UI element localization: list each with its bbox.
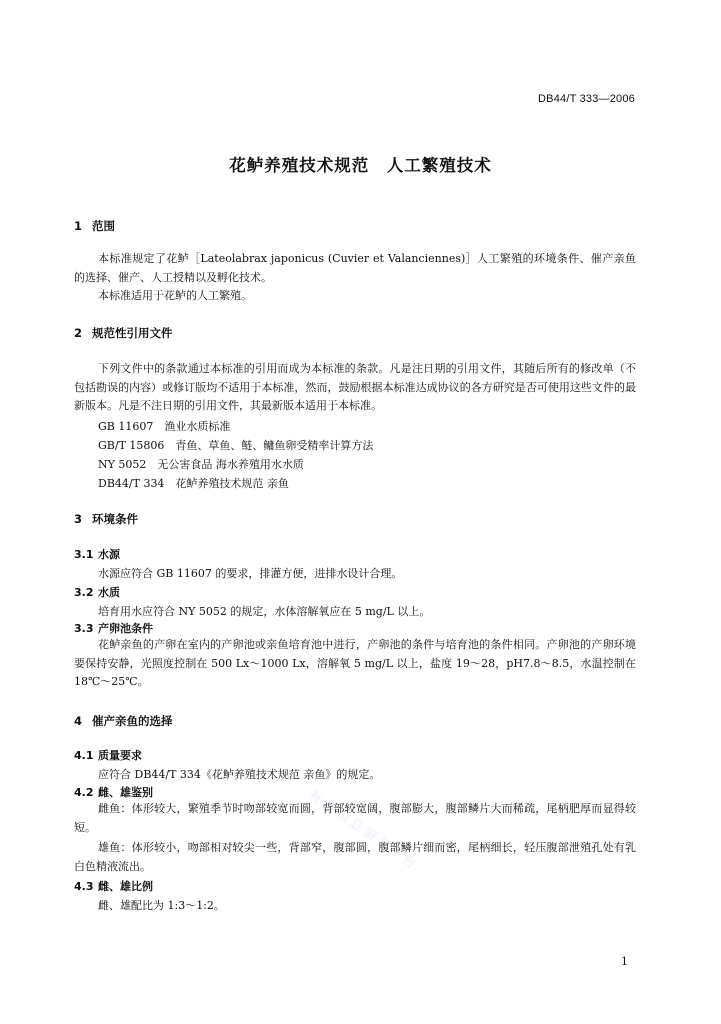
subsection-4-2-heading (74, 784, 153, 800)
reference-item: GB 11607 渔业水质标准 (98, 420, 231, 433)
section-1-heading (74, 218, 115, 234)
subsection-4-3-heading (74, 878, 153, 894)
subsection-4-1-heading (74, 747, 142, 763)
subsection-3-2-heading (74, 584, 120, 600)
watermark-text: 标准信息服务平台 (307, 788, 421, 874)
subsection-number: 4.3 (74, 880, 94, 893)
section-1-para-scope: 本标准规定了花鲈［Lateolabrax japonicus (Cuvier et Valanciennes)］人工繁殖的环境条件、催产亲鱼的选择、催产、人工授精以及孵化技术。 (74, 252, 636, 284)
subsection-title: 产卵池条件 (98, 622, 153, 635)
section-title: 环境条件 (92, 512, 138, 526)
page-number: 1 (621, 955, 628, 968)
reference-item: DB44/T 334 花鲈养殖技术规范 亲鱼 (98, 477, 289, 490)
female-identification-text: 雌鱼：体形较大，繁殖季节时吻部较宽而圆，背部较宽阔，腹部膨大，腹部鳞片大而稀疏，尾柄肥厚而显得较短。 (74, 802, 636, 834)
subsection-4-1-text: 应符合 DB44/T 334《花鲈养殖技术规范 亲鱼》的规定。 (98, 768, 381, 781)
reference-item: NY 5052 无公害食品 海水养殖用水水质 (98, 458, 304, 471)
male-identification-text: 雄鱼：体形较小，吻部相对较尖一些，背部窄，腹部圆，腹部鳞片细而密，尾柄细长，轻压腹部泄殖孔处有乳白色精液流出。 (74, 841, 636, 873)
section-number: 4 (74, 714, 83, 728)
subsection-number: 4.2 (74, 786, 94, 799)
subsection-title: 质量要求 (98, 749, 142, 762)
section-title: 催产亲鱼的选择 (92, 714, 173, 728)
section-2-heading (74, 325, 173, 341)
subsection-number: 3.1 (74, 548, 94, 561)
subsection-3-2-text: 培育用水应符合 NY 5052 的规定，水体溶解氧应在 5 mg/L 以上。 (98, 605, 431, 618)
section-title: 范围 (92, 219, 115, 233)
section-3-heading (74, 511, 138, 527)
subsection-number: 4.1 (74, 749, 94, 762)
section-2-para-references: 下列文件中的条款通过本标准的引用而成为本标准的条款。凡是注日期的引用文件，其随后所有的修改单（不包括勘误的内容）或修订版均不适用于本标准，然而，鼓励根据本标准达成协议的各方研究是否可使用这些文件的最新版本。凡是不注日期的引用文件，其最新版本适用于本标准。 (74, 362, 636, 412)
section-number: 2 (74, 326, 83, 340)
subsection-title: 雌、雄鉴别 (98, 786, 153, 799)
subsection-3-1-text: 水源应符合 GB 11607 的要求，排灌方便，进排水设计合理。 (98, 567, 403, 580)
section-number: 1 (74, 219, 83, 233)
section-number: 3 (74, 512, 83, 526)
subsection-3-1-heading (74, 546, 120, 562)
standard-code: DB44/T 333—2006 (538, 93, 635, 105)
section-4-heading (74, 713, 173, 729)
subsection-title: 雌、雄比例 (98, 880, 153, 893)
document-title: 花鲈养殖技术规范 人工繁殖技术 (229, 156, 492, 175)
section-1-para-applicability: 本标准适用于花鲈的人工繁殖。 (98, 289, 252, 302)
subsection-number: 3.2 (74, 586, 94, 599)
section-title: 规范性引用文件 (92, 326, 173, 340)
subsection-3-3-heading (74, 620, 153, 636)
subsection-title: 水质 (98, 586, 120, 599)
subsection-number: 3.3 (74, 622, 94, 635)
subsection-3-3-text: 花鲈亲鱼的产卵在室内的产卵池或亲鱼培育池中进行，产卵池的条件与培育池的条件相同。产卵池的产卵环境要保持安静，光照度控制在 500 Lx～1000 Lx，溶解氧 5 mg/L 以上，盐度 19～28，pH7.8～8.5，水温控制在 18℃～25℃。 (74, 638, 636, 688)
reference-item: GB/T 15806 青鱼、草鱼、鲢、鳙鱼卵受精率计算方法 (98, 439, 374, 452)
subsection-title: 水源 (98, 548, 120, 561)
subsection-4-3-text: 雌、雄配比为 1:3～1:2。 (98, 899, 225, 912)
